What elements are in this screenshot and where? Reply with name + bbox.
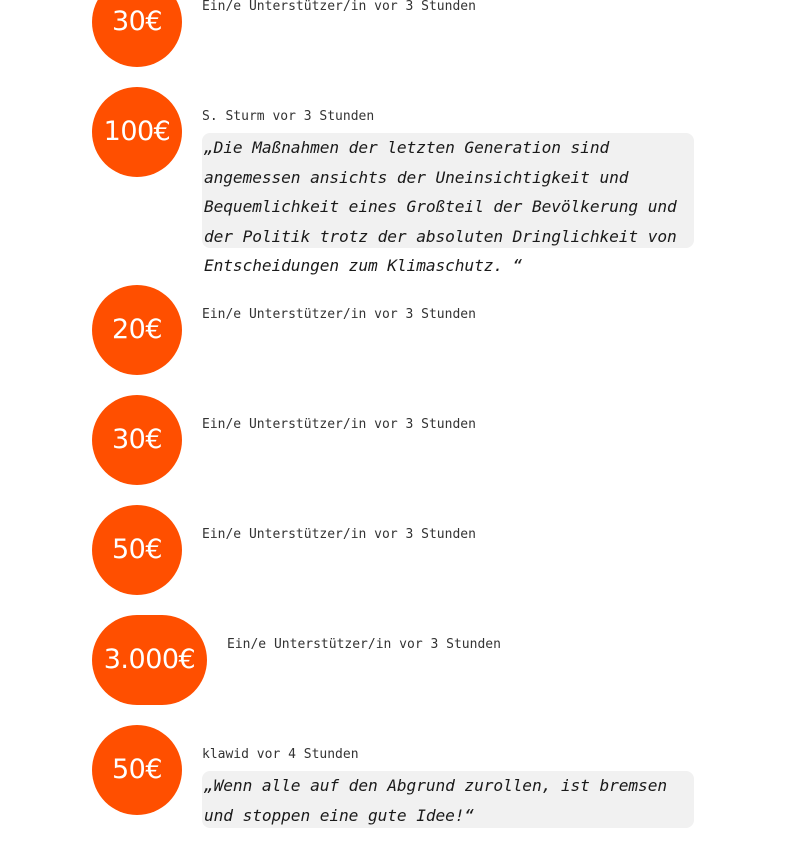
amount-badge: 3.000€ xyxy=(92,615,207,705)
amount-badge: 30€ xyxy=(92,395,182,485)
supporter-meta: Ein/e Unterstützer/in vor 3 Stunden xyxy=(202,307,476,322)
supporter-meta: Ein/e Unterstützer/in vor 3 Stunden xyxy=(227,637,501,652)
amount-badge: 50€ xyxy=(92,505,182,595)
supporter-comment: „Die Maßnahmen der letzten Generation sind angemessen ansichts der Uneinsichtigkeit und Bequemlichkeit eines Großteil der Bevölkerung und der Politik trotz der absoluten Dringlichkeit von Entscheidungen zum Klimaschutz. “ xyxy=(202,133,694,248)
amount-badge: 30€ xyxy=(92,0,182,67)
amount-badge: 50€ xyxy=(92,725,182,815)
supporter-meta: klawid vor 4 Stunden xyxy=(202,747,359,762)
amount-badge: 20€ xyxy=(92,285,182,375)
supporter-meta: Ein/e Unterstützer/in vor 3 Stunden xyxy=(202,417,476,432)
supporter-comment: „Wenn alle auf den Abgrund zurollen, ist bremsen und stoppen eine gute Idee!“ xyxy=(202,771,694,828)
amount-badge: 100€ xyxy=(92,87,182,177)
supporter-meta: Ein/e Unterstützer/in vor 3 Stunden xyxy=(202,0,476,14)
supporter-meta: S. Sturm vor 3 Stunden xyxy=(202,109,375,124)
supporter-meta: Ein/e Unterstützer/in vor 3 Stunden xyxy=(202,527,476,542)
